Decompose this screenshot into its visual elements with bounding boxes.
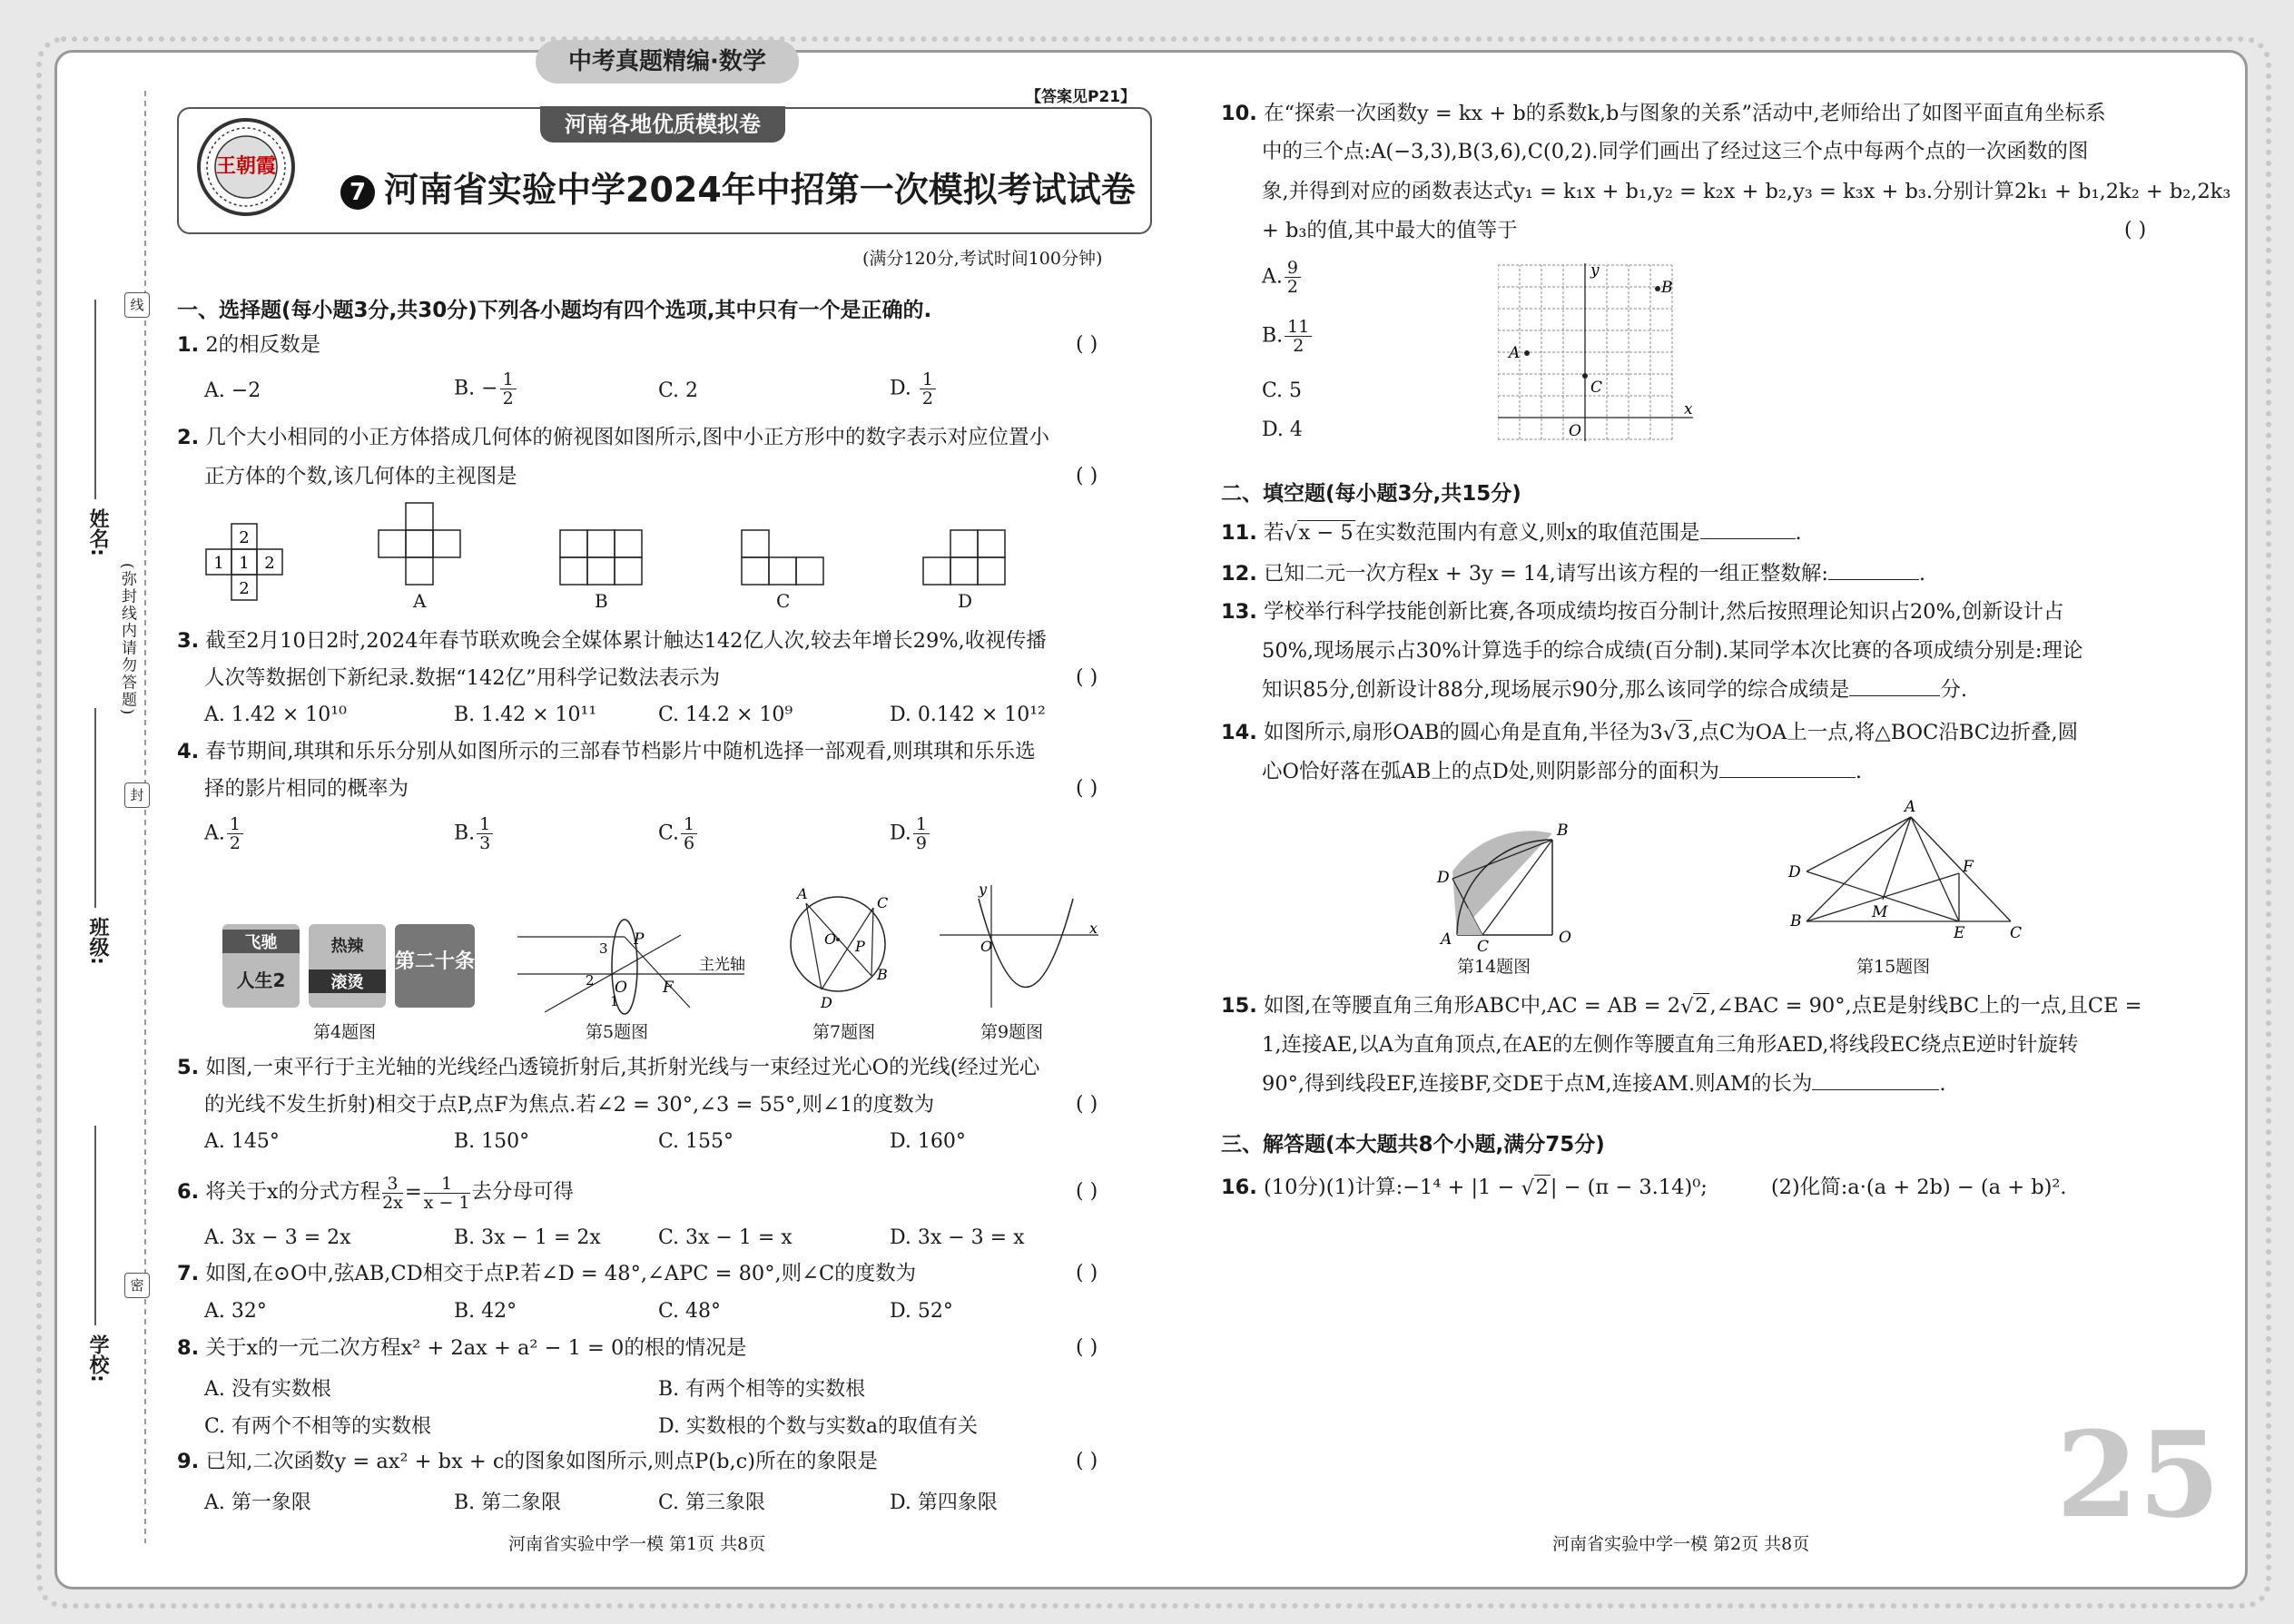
fig14-caption: 第14题图	[1457, 957, 1531, 977]
movie-poster-2: 热辣 滚烫	[309, 924, 386, 1008]
q1-option-d[interactable]: D. $\frac{1}{2}$	[890, 370, 938, 408]
q2-label-b: B	[595, 590, 608, 612]
footer-right: 河南省实验中学一模 第2页 共8页	[1552, 1534, 1810, 1554]
q2-grid-cell: 2	[264, 554, 275, 573]
svg-text:y: y	[1590, 261, 1600, 280]
sqrt-expression: √ x − 5	[1284, 521, 1354, 546]
q10-stem-line1: 10. 在“探索一次函数y = kx + b的系数k,b与图象的关系”活动中,老师给出了如图平面直角坐标系	[1221, 102, 2106, 125]
section1-title: 一、选择题(每小题3分,共30分)下列各小题均有四个选项,其中只有一个是正确的.	[177, 299, 932, 322]
q5-stem-line2: 的光线不发生折射)相交于点P,点F为焦点.若∠2 = 30°,∠3 = 55°,则∠1的度数为	[204, 1093, 935, 1117]
q6-option-b[interactable]: B. 3x − 1 = 2x	[454, 1226, 601, 1249]
svg-text:C: C	[2010, 924, 2023, 942]
q4-answer-paren[interactable]: ( )	[1076, 777, 1098, 800]
section3-title: 三、解答题(本大题共8个小题,满分75分)	[1221, 1133, 1605, 1156]
svg-text:D: D	[821, 994, 832, 1011]
svg-text:O: O	[824, 930, 837, 948]
q2-answer-paren[interactable]: ( )	[1076, 465, 1098, 487]
svg-text:A: A	[1441, 930, 1452, 949]
fig9-caption: 第9题图	[980, 1022, 1044, 1042]
svg-text:P: P	[634, 930, 645, 949]
q2-label-c: C	[776, 590, 791, 612]
q7-answer-paren[interactable]: ( )	[1076, 1262, 1098, 1284]
q6-option-a[interactable]: A. 3x − 3 = 2x	[204, 1226, 351, 1249]
section2-title: 二、填空题(每小题3分,共15分)	[1221, 482, 1521, 506]
q2-grid-cell: 1	[239, 554, 250, 573]
q9-option-c[interactable]: C. 第三象限	[658, 1491, 766, 1514]
q15-stem-line3: 90°,得到线段EF,连接BF,交DE于点M,连接AM.则AM的长为 .	[1262, 1072, 1946, 1096]
svg-text:B: B	[1557, 822, 1569, 840]
answer-reference: 【答案见P21】	[1026, 88, 1137, 106]
fig9-parabola-diagram	[935, 881, 1108, 1012]
svg-text:x: x	[1684, 400, 1693, 418]
footer-left: 河南省实验中学一模 第1页 共8页	[508, 1534, 766, 1554]
q6-stem: 6. 将关于x的分式方程 $\frac{3}{2x}$ = $\frac{1}{x - 1}$ 去分母可得	[177, 1173, 575, 1213]
svg-text:F: F	[663, 979, 674, 997]
svg-text:y: y	[979, 881, 988, 898]
school-label: 学校:	[86, 1334, 109, 1383]
q4-option-c[interactable]: C. $\frac{1}{6}$	[658, 815, 699, 852]
q2-grid-cell: 1	[213, 554, 224, 573]
q4-stem-line2: 择的影片相同的概率为	[204, 777, 409, 801]
q3-option-b[interactable]: B. 1.42 × 10¹¹	[454, 704, 597, 726]
svg-text:C: C	[877, 894, 889, 911]
fig5-lens-diagram	[508, 917, 753, 1017]
fig7-caption: 第7题图	[812, 1022, 876, 1042]
q2-label-a: A	[413, 590, 427, 612]
q2-option-c-figure[interactable]	[740, 528, 827, 588]
name-label: 姓名:	[86, 508, 109, 556]
q2-option-a-figure[interactable]	[377, 501, 464, 588]
publisher-logo	[195, 116, 297, 218]
svg-text:1: 1	[610, 993, 619, 1009]
seal-mark-xian: 线	[124, 292, 150, 318]
q10-coordinate-grid	[1498, 261, 1707, 443]
q9-stem: 9. 已知,二次函数y = ax² + bx + c的图象如图所示,则点P(b,c)所在的象限是	[177, 1450, 879, 1473]
region-banner: 河南各地优质模拟卷	[540, 106, 785, 143]
svg-text:C: C	[1477, 938, 1490, 953]
svg-text:D: D	[1788, 863, 1801, 881]
svg-text:B: B	[877, 966, 888, 983]
class-label: 班级:	[86, 917, 109, 965]
q3-option-c[interactable]: C. 14.2 × 10⁹	[658, 704, 793, 726]
q1-answer-paren[interactable]: ( )	[1076, 333, 1098, 356]
movie-poster-1: 飞驰 人生2	[222, 924, 300, 1008]
svg-text:E: E	[1954, 924, 1965, 942]
q10-answer-paren[interactable]: ( )	[2124, 219, 2147, 241]
q1-stem: 1. 2的相反数是	[177, 333, 321, 357]
q13-stem-line3: 知识85分,创新设计88分,现场展示90分,那么该同学的综合成绩是 分.	[1262, 678, 1968, 702]
svg-text:O: O	[980, 938, 993, 955]
q6-answer-paren[interactable]: ( )	[1076, 1180, 1098, 1203]
svg-text:B: B	[1790, 912, 1802, 930]
svg-text:2: 2	[586, 972, 595, 989]
school-line	[93, 1126, 98, 1325]
exam-info: (满分120分,考试时间100分钟)	[862, 249, 1103, 269]
q7-option-d[interactable]: D. 52°	[890, 1300, 953, 1323]
q5-option-c[interactable]: C. 155°	[658, 1130, 734, 1153]
q7-option-c[interactable]: C. 48°	[658, 1300, 722, 1323]
q2-label-d: D	[958, 590, 973, 612]
q2-top-view-grid	[200, 522, 290, 605]
q11-stem: 11. 若 √ x − 5在实数范围内有意义,则x的取值范围是 .	[1221, 521, 1802, 546]
q1-option-a[interactable]: A. −2	[204, 379, 261, 402]
exam-title	[340, 162, 1136, 212]
q11-answer-blank[interactable]	[1700, 538, 1796, 539]
q3-option-a[interactable]: A. 1.42 × 10¹⁰	[204, 704, 347, 726]
fig15-caption: 第15题图	[1856, 957, 1931, 977]
svg-text:O: O	[1569, 422, 1581, 440]
q3-stem-line1: 3. 截至2月10日2时,2024年春节联欢晚会全媒体累计触达142亿人次,较去年增长29%,收视传播	[177, 629, 1047, 653]
q2-stem-line1: 2. 几个大小相同的小正方体搭成几何体的俯视图如图所示,图中小正方形中的数字表示对应位置小	[177, 426, 1050, 449]
q8-option-b[interactable]: B. 有两个相等的实数根	[658, 1378, 866, 1401]
q15-stem-line2: 1,连接AE,以A为直角顶点,在AE的左侧作等腰直角三角形AED,将线段EC绕点E逆时针旋转	[1262, 1033, 2079, 1057]
q15-stem-line1: 15. 如图,在等腰直角三角形ABC中,AC = AB = 2 √ 2,∠BAC = 90°,点E是射线BC上的一点,且CE =	[1221, 994, 2142, 1019]
class-line	[93, 708, 98, 908]
q14-answer-blank[interactable]	[1719, 777, 1856, 778]
q12-answer-blank[interactable]	[1828, 579, 1919, 580]
q8-stem: 8. 关于x的一元二次方程x² + 2ax + a² − 1 = 0的根的情况是	[177, 1336, 747, 1360]
svg-text:M: M	[1872, 903, 1888, 921]
movie-poster-3: 第二十条	[395, 924, 475, 1008]
svg-text:3: 3	[599, 940, 608, 957]
q6-option-c[interactable]: C. 3x − 1 = x	[658, 1226, 793, 1249]
q12-stem: 12. 已知二元一次方程x + 3y = 14,请写出该方程的一组正整数解: .	[1221, 562, 1926, 586]
q9-answer-paren[interactable]: ( )	[1076, 1450, 1098, 1472]
paper-number-badge: 7	[340, 175, 375, 210]
q13-stem-line2: 50%,现场展示占30%计算选手的综合成绩(百分制).某同学本次比赛的各项成绩分别是:理论	[1262, 639, 2083, 663]
q13-answer-blank[interactable]	[1849, 695, 1940, 696]
q8-answer-paren[interactable]: ( )	[1076, 1336, 1098, 1359]
q16-stem: 16. (10分)(1)计算:−1⁴ + |1 − √ 2| − (π − 3.14)⁰; (2)化简:a·(a + 2b) − (a + b)².	[1221, 1176, 2067, 1200]
q5-option-b[interactable]: B. 150°	[454, 1130, 530, 1153]
q14-stem-line1: 14. 如图所示,扇形OAB的圆心角是直角,半径为3 √ 3,点C为OA上一点,将△BOC沿BC边折叠,圆	[1221, 721, 2079, 745]
page-number: 25	[2056, 1405, 2220, 1544]
fig14-sector-diagram	[1421, 817, 1584, 953]
seal-mark-mi: 密	[124, 1273, 150, 1298]
q13-stem-line1: 13. 学校举行科学技能创新比赛,各项成绩均按百分制计,然后按照理论知识占20%,创新设计占	[1221, 600, 2064, 624]
q5-answer-paren[interactable]: ( )	[1076, 1093, 1098, 1116]
q10-option-c[interactable]: C. 5	[1262, 379, 1303, 402]
q10-option-b[interactable]: B. $\frac{11}{2}$	[1262, 318, 1314, 355]
q2-grid-cell: 2	[239, 528, 250, 547]
q3-option-d[interactable]: D. 0.142 × 10¹²	[890, 704, 1046, 726]
q3-stem-line2: 人次等数据创下新纪录.数据“142亿”用科学记数法表示为	[204, 666, 721, 690]
logo-text: 王朝霞	[215, 154, 276, 178]
svg-text:A: A	[1509, 344, 1521, 362]
q1-option-b[interactable]: B. − $\frac{1}{2}$	[454, 370, 518, 408]
q9-option-b[interactable]: B. 第二象限	[454, 1491, 562, 1514]
q9-option-d[interactable]: D. 第四象限	[890, 1491, 998, 1514]
q3-answer-paren[interactable]: ( )	[1076, 666, 1098, 689]
exam-title-text: 河南省实验中学2024年中招第一次模拟考试试卷	[384, 170, 1136, 210]
q10-stem-line2: 中的三个点:A(−3,3),B(3,6),C(0,2).同学们画出了经过这三个点中每两个点的一次函数的图	[1262, 140, 2089, 163]
q4-option-a[interactable]: A. $\frac{1}{2}$	[204, 815, 245, 852]
q15-answer-blank[interactable]	[1812, 1089, 1939, 1090]
q5-stem-line1: 5. 如图,一束平行于主光轴的光线经凸透镜折射后,其折射光线与一束经过光心O的光线(经过光心	[177, 1056, 1040, 1079]
q14-stem-line2: 心O恰好落在弧AB上的点D处,则阴影部分的面积为 .	[1262, 760, 1863, 783]
q10-option-d[interactable]: D. 4	[1262, 418, 1303, 441]
fig4-caption: 第4题图	[313, 1022, 377, 1042]
q9-option-a[interactable]: A. 第一象限	[204, 1491, 311, 1514]
fig5-caption: 第5题图	[586, 1022, 649, 1042]
q7-stem: 7. 如图,在⊙O中,弦AB,CD相交于点P.若∠D = 48°,∠APC = 80°,则∠C的度数为	[177, 1262, 917, 1285]
q10-option-a[interactable]: A. $\frac{9}{2}$	[1262, 259, 1303, 296]
svg-text:C: C	[1590, 379, 1603, 397]
seal-mark-feng: 封	[124, 782, 150, 808]
q8-option-c[interactable]: C. 有两个不相等的实数根	[204, 1415, 432, 1438]
q2-option-d-figure[interactable]	[921, 528, 1009, 588]
svg-text:D: D	[1437, 869, 1450, 887]
q4-option-b[interactable]: B. $\frac{1}{3}$	[454, 815, 495, 852]
q8-option-a[interactable]: A. 没有实数根	[204, 1378, 331, 1401]
q5-option-a[interactable]: A. 145°	[204, 1130, 280, 1153]
svg-text:F: F	[1963, 858, 1974, 876]
q2-grid-cell: 2	[239, 579, 250, 598]
q8-option-d[interactable]: D. 实数根的个数与实数a的取值有关	[658, 1415, 978, 1438]
q2-stem-line2: 正方体的个数,该几何体的主视图是	[204, 465, 517, 488]
svg-text:P: P	[855, 938, 865, 955]
q5-option-d[interactable]: D. 160°	[890, 1130, 966, 1153]
svg-text:O: O	[615, 979, 627, 997]
svg-text:B: B	[1661, 279, 1673, 297]
fig15-triangle-diagram	[1788, 799, 2024, 949]
q4-option-d[interactable]: D. $\frac{1}{9}$	[890, 815, 931, 852]
svg-text:x: x	[1089, 920, 1098, 937]
q4-stem-line1: 4. 春节期间,琪琪和乐乐分别从如图所示的三部春节档影片中随机选择一部观看,则琪琪和乐乐选	[177, 740, 1036, 763]
q2-option-b-figure[interactable]	[558, 528, 645, 588]
name-line	[93, 300, 98, 499]
svg-text:O: O	[1559, 929, 1571, 947]
q10-stem-line4: + b₃的值,其中最大的值等于	[1262, 219, 1518, 242]
series-title: 中考真题精编·数学	[536, 40, 799, 84]
q1-option-c[interactable]: C. 2	[658, 379, 699, 402]
q6-option-d[interactable]: D. 3x − 3 = x	[890, 1226, 1025, 1249]
seal-note: (弥封线内请勿答题)	[118, 563, 136, 717]
fig7-circle-diagram	[781, 876, 899, 1012]
svg-text:A: A	[1905, 799, 1916, 816]
svg-text:主光轴: 主光轴	[699, 956, 745, 974]
q7-option-b[interactable]: B. 42°	[454, 1300, 517, 1323]
q7-option-a[interactable]: A. 32°	[204, 1300, 267, 1323]
svg-text:A: A	[797, 885, 808, 902]
q10-stem-line3: 象,并得到对应的函数表达式y₁ = k₁x + b₁,y₂ = k₂x + b₂,y₃ = k₃x + b₃.分别计算2k₁ + b₁,2k₂ + b₂,2k₃	[1262, 180, 2231, 203]
